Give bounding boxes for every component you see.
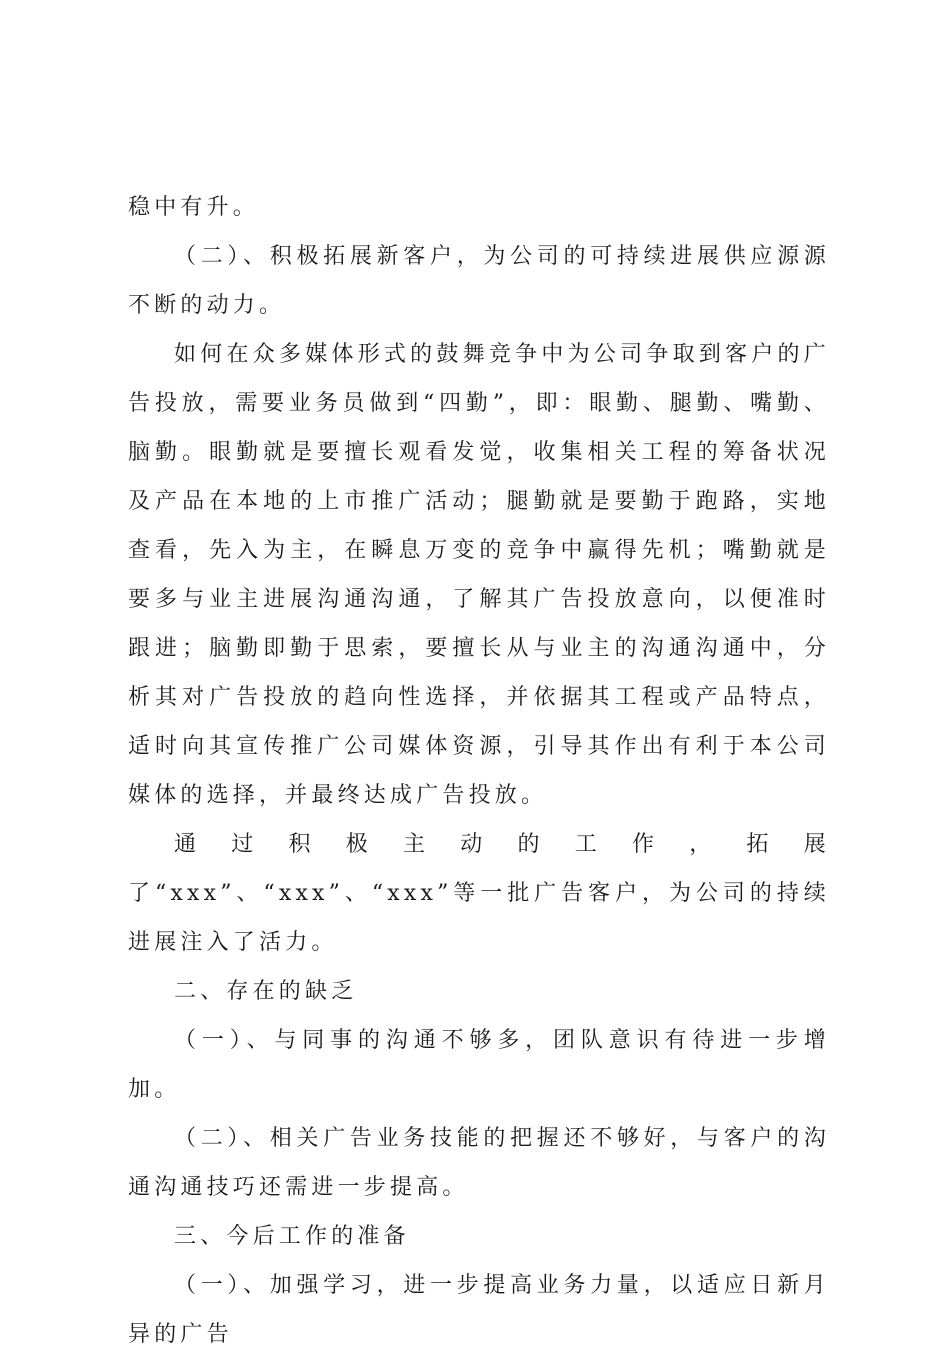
section-heading-shortcomings: 二、存在的缺乏 xyxy=(174,979,358,1004)
paragraph-plan-1: （一）、加强学习，进一步提高业务力量，以适应日新月异的广告 xyxy=(128,1273,830,1347)
paragraph-new-clients: （二）、积极拓展新客户，为公司的可持续进展供应源源不断的动力。 xyxy=(128,244,830,318)
paragraph-results: 通过积极主动的工作，拓展了“xxx”、“xxx”、“xxx”等一批广告客户，为公司的持续进展注入了活力。 xyxy=(128,832,830,955)
paragraph-four-diligences: 如何在众多媒体形式的鼓舞竞争中为公司争取到客户的广告投放，需要业务员做到“四勤”，即：眼勤、腿勤、嘴勤、脑勤。眼勤就是要擅长观看发觉，收集相关工程的筹备状况及产品在本地的上市推广活动；腿勤就是要勤于跑路，实地查看，先入为主，在瞬息万变的竞争中赢得先机；嘴勤就是要多与业主进展沟通沟通，了解其广告投放意向，以便准时跟进；脑勤即勤于思索，要擅长从与业主的沟通沟通中，分析其对广告投放的趋向性选择，并依据其工程或产品特点，适时向其宣传推广公司媒体资源，引导其作出有利于本公司媒体的选择，并最终达成广告投放。 xyxy=(128,342,830,808)
paragraph-shortcoming-1: （一）、与同事的沟通不够多，团队意识有待进一步增加。 xyxy=(128,1028,830,1102)
paragraph-shortcoming-2: （二）、相关广告业务技能的把握还不够好，与客户的沟通沟通技巧还需进一步提高。 xyxy=(128,1126,830,1200)
section-heading-future-plan: 三、今后工作的准备 xyxy=(174,1224,410,1249)
document-body xyxy=(128,183,830,1359)
paragraph-continuation: 稳中有升。 xyxy=(128,195,260,220)
